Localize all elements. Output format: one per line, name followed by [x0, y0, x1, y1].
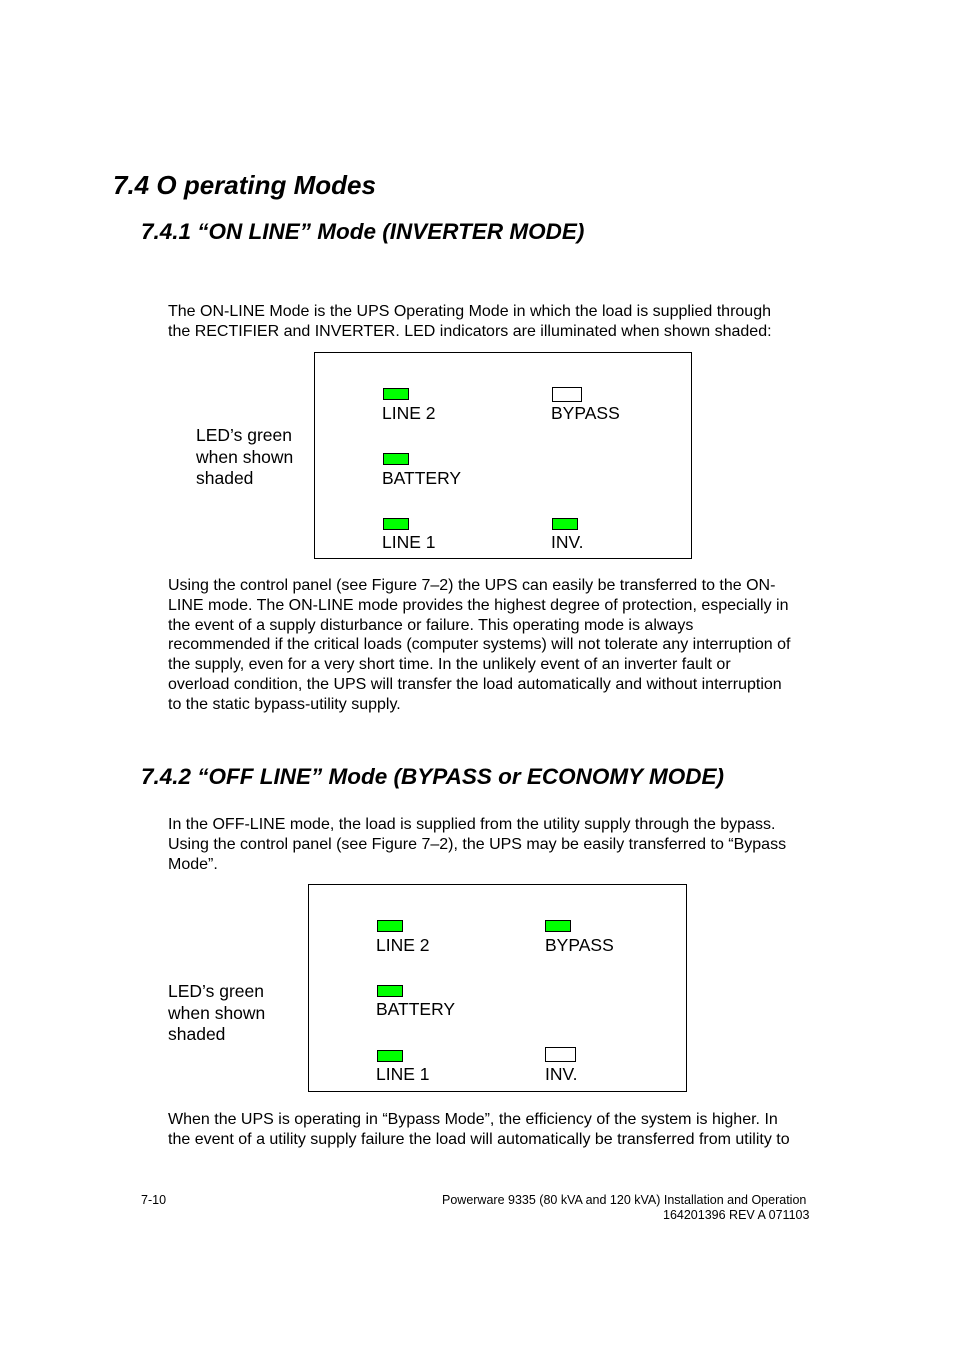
inv-led-indicator	[552, 518, 578, 530]
footer-doc-title: Powerware 9335 (80 kVA and 120 kVA) Installation and Operation	[442, 1193, 807, 1207]
line2-led-indicator	[377, 920, 403, 932]
offline-heading: 7.4.2 “OFF LINE” Mode (BYPASS or ECONOMY MODE)	[141, 764, 724, 789]
online-heading: 7.4.1 “ON LINE” Mode (INVERTER MODE)	[141, 219, 585, 244]
online-side-label	[196, 425, 293, 490]
battery-led-indicator	[377, 985, 403, 997]
offline-led-panel	[308, 884, 687, 1092]
online-body	[168, 576, 790, 715]
line1-led-label: LINE 1	[382, 532, 436, 552]
online-body-line: to the static bypass-utility supply.	[168, 695, 401, 713]
offline-side-label	[168, 981, 265, 1046]
footer-doc-number: 164201396 REV A 071103	[663, 1208, 810, 1222]
side-label-line: when shown	[196, 446, 294, 467]
page-number: 7-10	[141, 1193, 167, 1207]
side-label-line: shaded	[196, 468, 254, 488]
online-body-line: the event of a supply disturbance or failure. This operating mode is always	[168, 616, 694, 634]
bypass-led-label: BYPASS	[545, 935, 614, 955]
bypass-led-indicator	[552, 387, 582, 402]
bypass-led-indicator	[545, 920, 571, 932]
offline-intro-line: In the OFF-LINE mode, the load is supplied from the utility supply through the bypass.	[168, 816, 776, 833]
online-body-line: Using the control panel (see Figure 7–2) the UPS can easily be transferred to the ON-	[168, 577, 776, 594]
online-led-panel	[314, 352, 692, 559]
online-body-line: overload condition, the UPS will transfer the load automatically and without interruption	[168, 675, 782, 693]
bypass-led-label: BYPASS	[551, 403, 620, 423]
line2-led-label: LINE 2	[382, 403, 436, 423]
online-body-line: LINE mode. The ON-LINE mode provides the highest degree of protection, especially in	[168, 596, 789, 614]
side-label-line: LED’s green	[168, 981, 264, 1001]
online-intro-line: The ON-LINE Mode is the UPS Operating Mode in which the load is supplied through	[168, 303, 771, 320]
online-body-line: recommended if the critical loads (computer systems) will not tolerate any interruption of	[168, 636, 791, 654]
inv-led-label: INV.	[545, 1064, 578, 1084]
battery-led-label: BATTERY	[382, 468, 462, 488]
battery-led-label: BATTERY	[376, 999, 456, 1019]
inv-led-indicator	[545, 1047, 576, 1062]
line1-led-indicator	[377, 1050, 403, 1062]
side-label-line: when shown	[168, 1002, 266, 1023]
offline-body-line: When the UPS is operating in “Bypass Mode”, the efficiency of the system is higher. In	[168, 1111, 778, 1128]
offline-body-line: the event of a utility supply failure the load will automatically be transferred from utility to	[168, 1130, 790, 1148]
offline-intro	[168, 815, 786, 874]
line1-led-indicator	[383, 518, 409, 530]
offline-body	[168, 1110, 790, 1150]
inv-led-label: INV.	[551, 532, 584, 552]
line2-led-label: LINE 2	[376, 935, 430, 955]
offline-intro-line: Mode”.	[168, 855, 218, 873]
offline-intro-line: Using the control panel (see Figure 7–2), the UPS may be easily transferred to “Bypass	[168, 835, 787, 853]
section-title: 7.4 O perating Modes	[113, 170, 376, 200]
line2-led-indicator	[383, 388, 409, 400]
online-intro	[168, 302, 772, 342]
side-label-line: shaded	[168, 1024, 226, 1044]
online-intro-line: the RECTIFIER and INVERTER. LED indicators are illuminated when shown shaded:	[168, 322, 772, 340]
battery-led-indicator	[383, 453, 409, 465]
line1-led-label: LINE 1	[376, 1064, 430, 1084]
online-body-line: the supply, even for a very short time. In the unlikely event of an inverter fault or	[168, 656, 731, 674]
side-label-line: LED’s green	[196, 425, 292, 445]
